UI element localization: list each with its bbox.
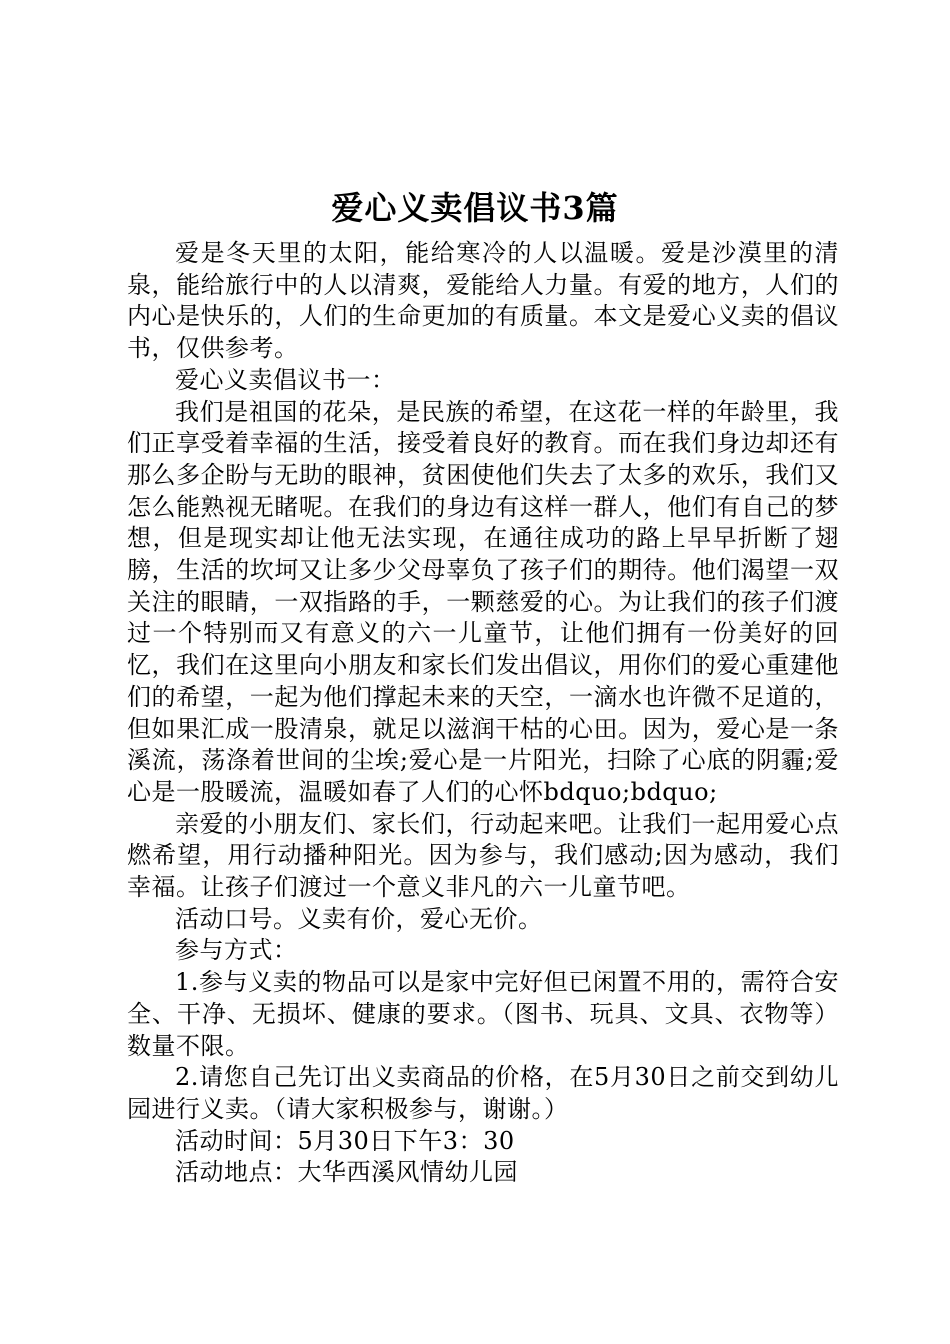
body-paragraph: 我们是祖国的花朵，是民族的希望，在这花一样的年龄里，我们正享受着幸福的生活，接受着良好的教育。而在我们身边却还有那么多企盼与无助的眼神，贫困使他们失去了太多的欢乐，我们又怎么能熟视无睹呢。在我们的身边有这样一群人，他们有自己的梦想，但是现实却让他无法实现，在通往成功的路上早早折断了翅膀，生活的坎坷又让多少父母辜负了孩子们的期待。他们渴望一双关注的眼睛，一双指路的手，一颗慈爱的心。为让我们的孩子们渡过一个特别而又有意义的六一儿童节，让他们拥有一份美好的回忆，我们在这里向小朋友和家长们发出倡议，用你们的爱心重建他们的希望，一起为他们撑起未来的天空，一滴水也许微不足道的，但如果汇成一股清泉，就足以滋润干枯的心田。因为，爱心是一条溪流，荡涤着世间的尘埃;爱心是一片阳光，扫除了心底的阴霾;爱心是一股暖流，温暖如春了人们的心怀bdquo;bdquo; xyxy=(127,397,839,806)
slogan-line: 活动口号。义卖有价，爱心无价。 xyxy=(175,904,543,933)
document-title: 爱心义卖倡议书3篇 xyxy=(331,189,619,227)
document-body xyxy=(127,238,839,1189)
participation-item: 1.参与义卖的物品可以是家中完好但已闲置不用的，需符合安全、干净、无损坏、健康的要求。（图书、玩具、文具、衣物等）数量不限。 xyxy=(127,968,839,1060)
event-time-line: 活动时间：5月30日下午3：30 xyxy=(175,1126,515,1155)
section-heading: 爱心义卖倡议书一： xyxy=(175,365,396,394)
participation-item: 2.请您自己先订出义卖商品的价格，在5月30日之前交到幼儿园进行义卖。（请大家积极参与，谢谢。） xyxy=(127,1063,839,1123)
body-paragraph: 亲爱的小朋友们、家长们，行动起来吧。让我们一起用爱心点燃希望，用行动播种阳光。因为参与，我们感动;因为感动，我们幸福。让孩子们渡过一个意义非凡的六一儿童节吧。 xyxy=(127,809,839,902)
participation-heading: 参与方式： xyxy=(175,936,298,965)
event-location-line: 活动地点：大华西溪风情幼儿园 xyxy=(175,1158,518,1187)
intro-paragraph: 爱是冬天里的太阳，能给寒冷的人以温暖。爱是沙漠里的清泉，能给旅行中的人以清爽，爱能给人力量。有爱的地方，人们的内心是快乐的，人们的生命更加的有质量。本文是爱心义卖的倡议书，仅供参考。 xyxy=(127,239,839,363)
